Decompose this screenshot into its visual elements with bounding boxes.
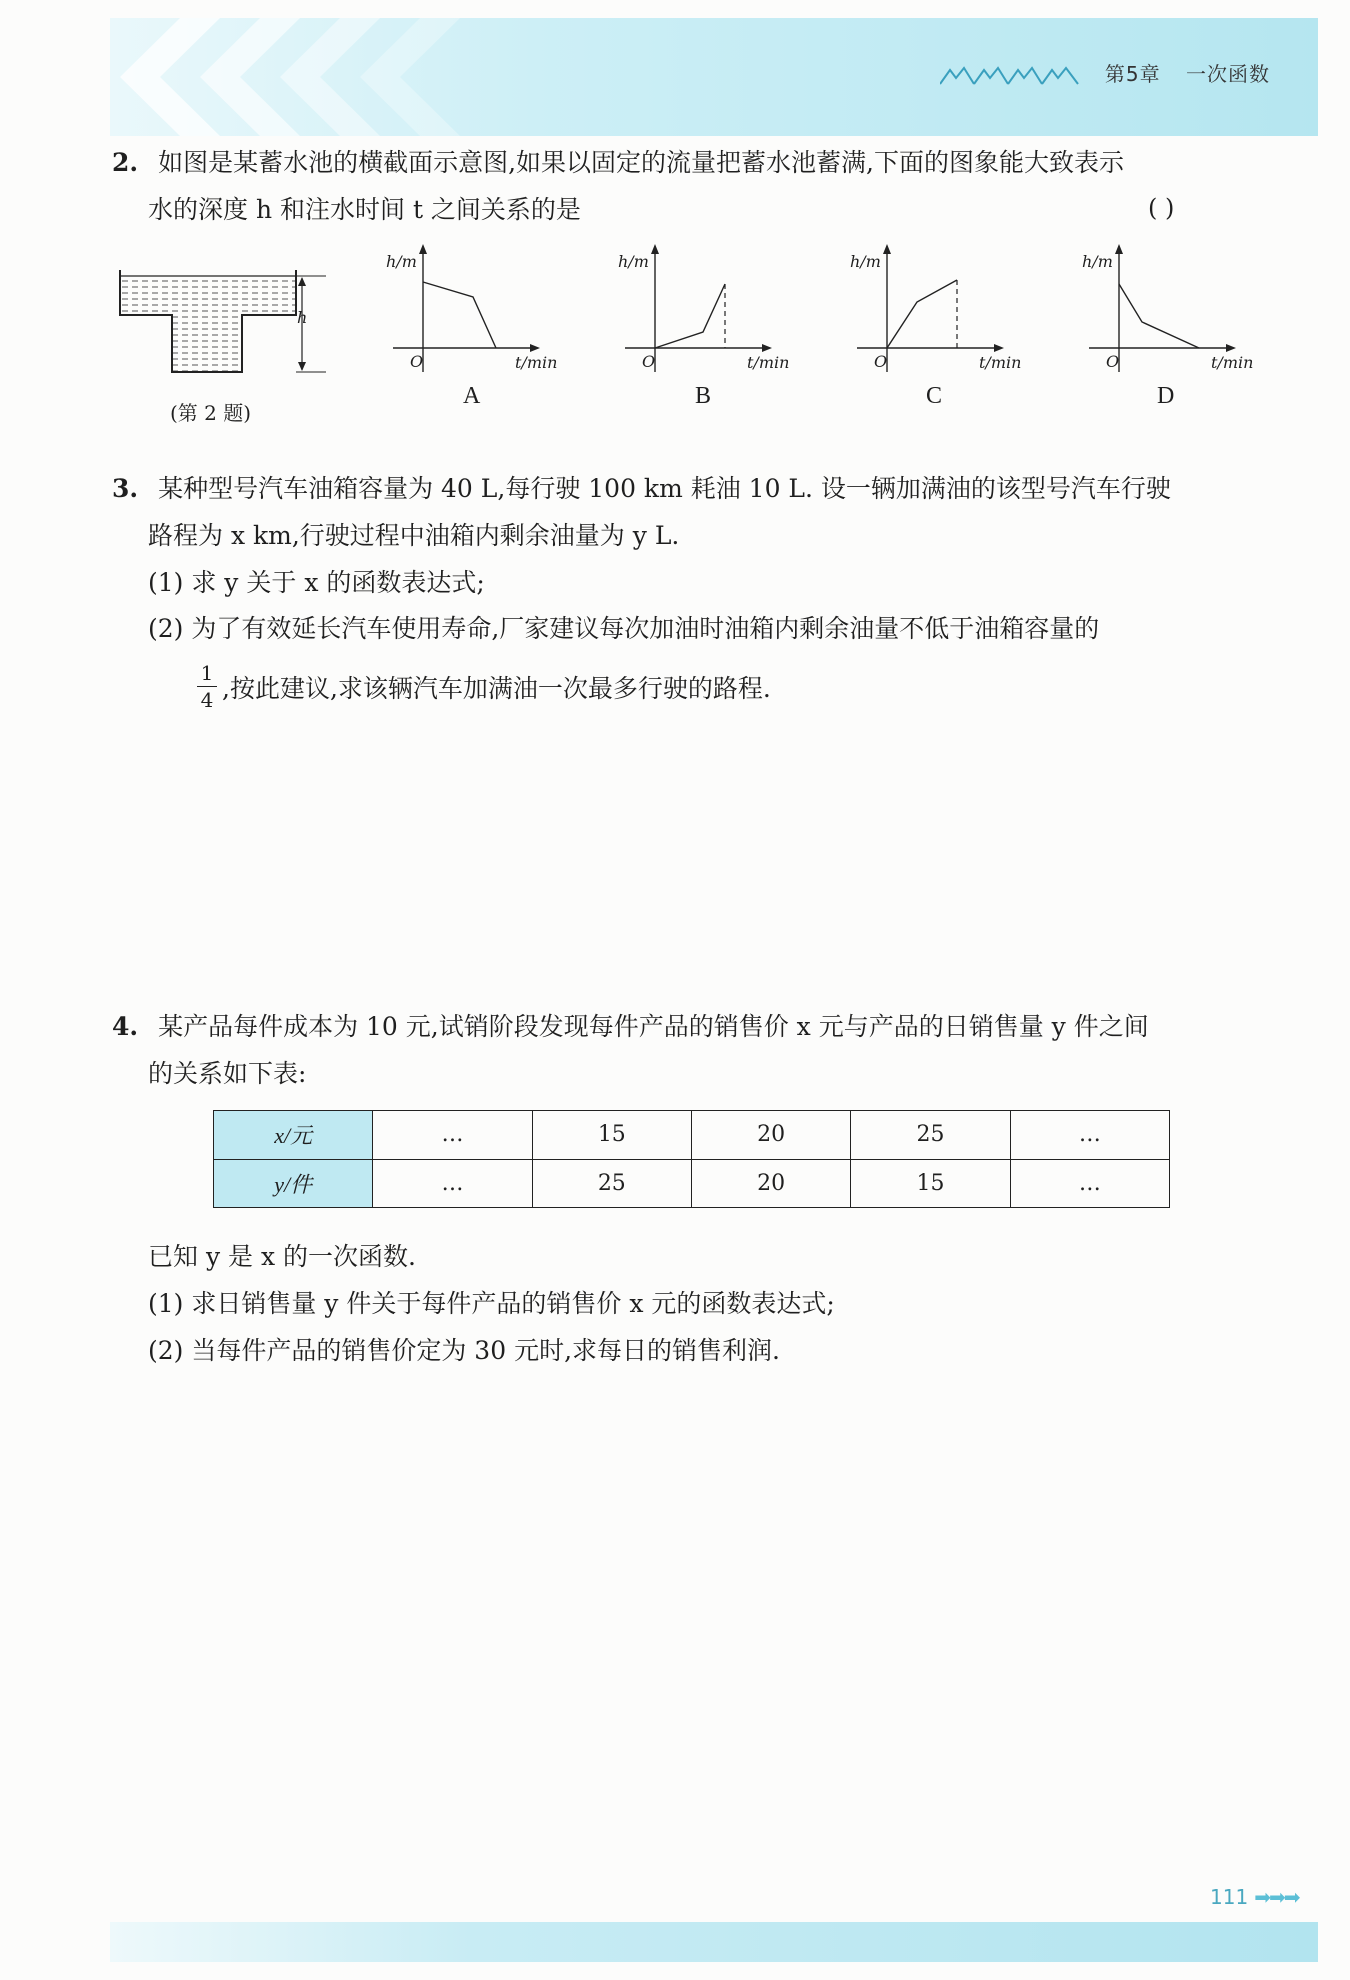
- option-a-y-axis-label: h/m: [386, 252, 417, 271]
- option-c-label[interactable]: C: [926, 383, 943, 409]
- table-cell: 15: [532, 1111, 691, 1160]
- q3-part2-line1: (2) 为了有效延长汽车使用寿命,厂家建议每次加油时油箱内剩余油量不低于油箱容量的: [148, 614, 1100, 643]
- price-sales-table: [213, 1110, 1170, 1208]
- chapter-title: 一次函数: [1186, 62, 1270, 86]
- table-cell: 25: [532, 1159, 691, 1208]
- q2-number: 2.: [112, 148, 139, 177]
- page-number: [1210, 1885, 1298, 1909]
- q3-part1: (1) 求 y 关于 x 的函数表达式;: [148, 568, 485, 597]
- q3-line1: [112, 472, 1171, 506]
- q2-figure-caption: (第 2 题): [170, 401, 252, 425]
- q3-number: 3.: [112, 474, 139, 503]
- q2-answer-bracket[interactable]: ( ): [1148, 194, 1175, 222]
- table-cell: …: [1010, 1159, 1169, 1208]
- option-c-y-axis-label: h/m: [850, 252, 881, 271]
- q4-line2: 的关系如下表:: [148, 1059, 307, 1088]
- page-number-value: 111: [1210, 1885, 1249, 1909]
- option-b-label[interactable]: B: [695, 383, 712, 409]
- q3-part2-line2: ,按此建议,求该辆汽车加满油一次最多行驶的路程.: [222, 674, 771, 703]
- q3-fraction-numerator: 1: [200, 661, 214, 685]
- table-cell: …: [1010, 1111, 1169, 1160]
- table-header-cell: y/件: [214, 1159, 373, 1208]
- arrow-right-icon: ➡➡➡: [1254, 1885, 1299, 1909]
- q3-fraction-denominator: 4: [200, 688, 214, 712]
- q4-text-line1: 某产品每件成本为 10 元,试销阶段发现每件产品的销售价 x 元与产品的日销售量 y 件之间: [158, 1012, 1149, 1041]
- option-d-x-axis-label: t/min: [1211, 353, 1254, 372]
- fig-h-label: h: [297, 308, 308, 327]
- table-row: [214, 1159, 1170, 1208]
- table-cell: 25: [851, 1111, 1010, 1160]
- q2-line2: 水的深度 h 和注水时间 t 之间关系的是: [148, 195, 581, 224]
- q3-fraction: [197, 660, 217, 713]
- table-header-cell: x/元: [214, 1111, 373, 1160]
- mountains-decoration-icon: [940, 66, 1080, 86]
- table-row: [214, 1111, 1170, 1160]
- table-cell: 15: [851, 1159, 1010, 1208]
- option-d-label[interactable]: D: [1157, 383, 1175, 409]
- table-cell: …: [373, 1159, 532, 1208]
- header-chevrons-icon: [110, 18, 470, 136]
- option-d-y-axis-label: h/m: [1082, 252, 1113, 271]
- pool-cross-section-figure: [112, 260, 342, 380]
- option-c-origin: O: [874, 352, 888, 371]
- chapter-number: 第5章: [1104, 62, 1161, 86]
- option-c-x-axis-label: t/min: [979, 353, 1022, 372]
- option-a-origin: O: [410, 352, 424, 371]
- q4-part1: (1) 求日销售量 y 件关于每件产品的销售价 x 元的函数表达式;: [148, 1289, 835, 1318]
- option-b-y-axis-label: h/m: [618, 252, 649, 271]
- option-b-x-axis-label: t/min: [747, 353, 790, 372]
- table-cell: 20: [691, 1159, 850, 1208]
- q4-number: 4.: [112, 1012, 139, 1041]
- table-cell: …: [373, 1111, 532, 1160]
- q2-line1: [112, 146, 1124, 180]
- option-b-origin: O: [642, 352, 656, 371]
- q4-part2: (2) 当每件产品的销售价定为 30 元时,求每日的销售利润.: [148, 1336, 780, 1365]
- option-a-label[interactable]: A: [463, 383, 481, 409]
- chapter-header: [940, 58, 1270, 87]
- table-cell: 20: [691, 1111, 850, 1160]
- q3-text-line1: 某种型号汽车油箱容量为 40 L,每行驶 100 km 耗油 10 L. 设一辆加满油的该型号汽车行驶: [158, 474, 1171, 503]
- q3-line2: 路程为 x km,行驶过程中油箱内剩余油量为 y L.: [148, 521, 680, 550]
- option-a-x-axis-label: t/min: [515, 353, 558, 372]
- q4-note: 已知 y 是 x 的一次函数.: [148, 1242, 416, 1271]
- option-d-origin: O: [1106, 352, 1120, 371]
- q4-line1: [112, 1010, 1149, 1044]
- q2-text-line1: 如图是某蓄水池的横截面示意图,如果以固定的流量把蓄水池蓄满,下面的图象能大致表示: [158, 148, 1124, 177]
- footer-band: [110, 1922, 1318, 1962]
